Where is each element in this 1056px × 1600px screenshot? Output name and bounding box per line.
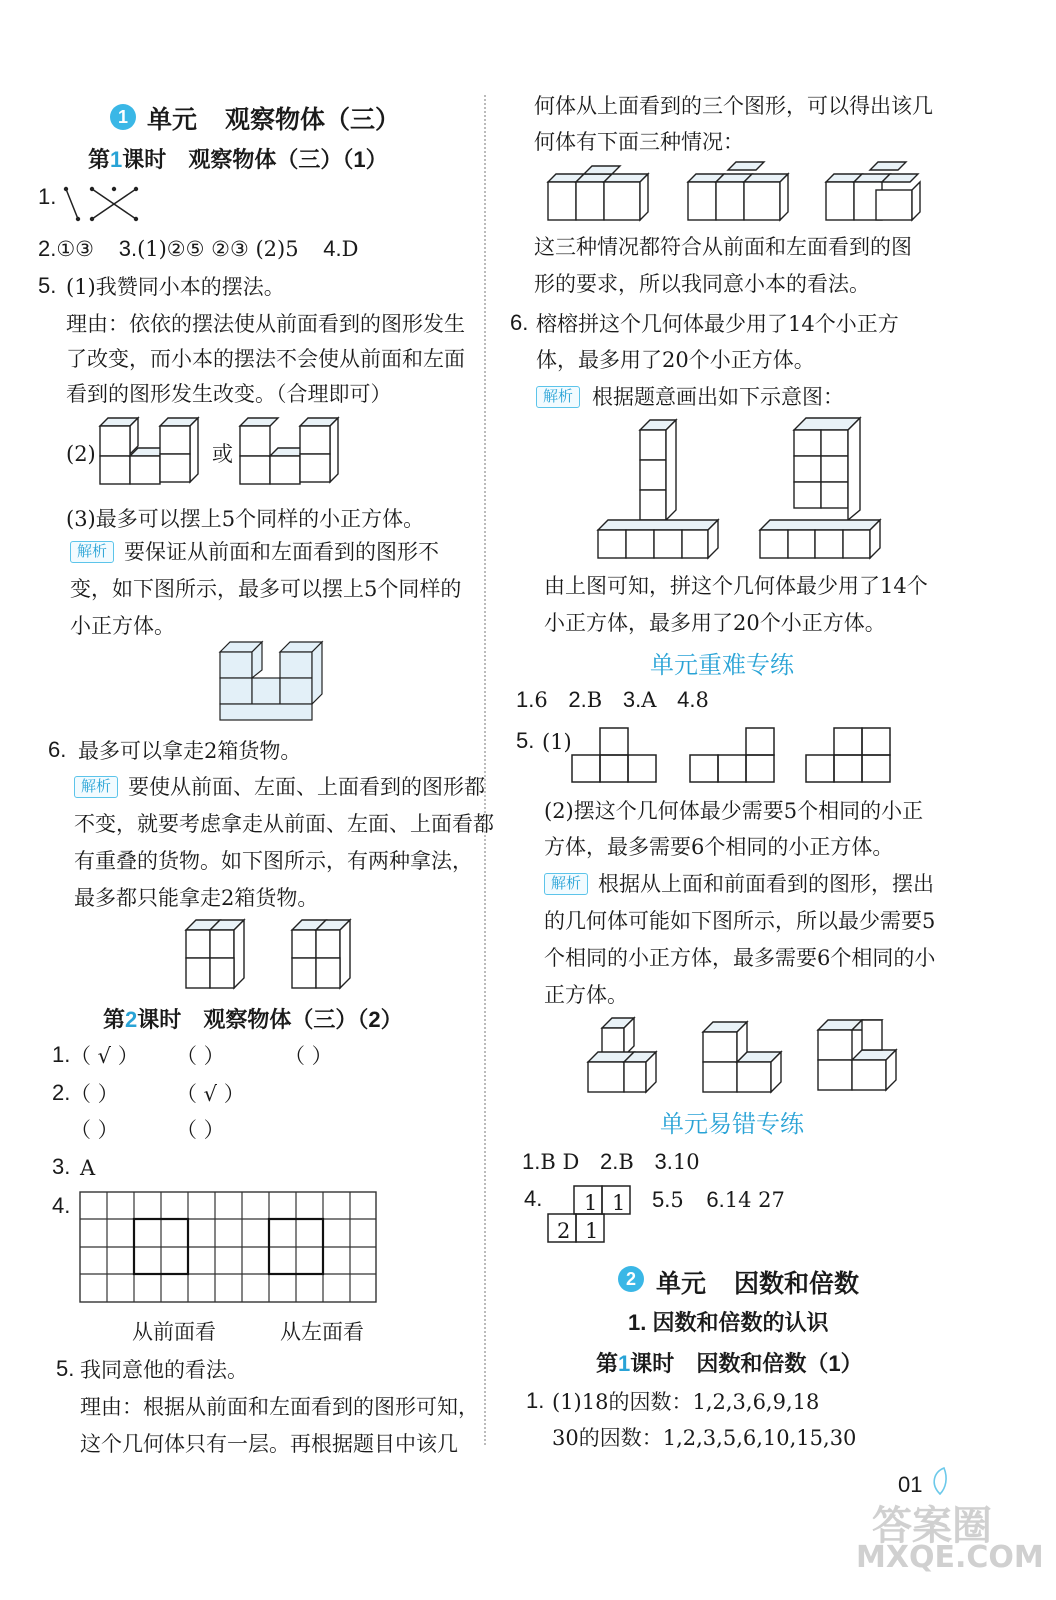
s1-jiexi-figure-3 bbox=[818, 1016, 908, 1094]
q5-jiexi-line: 小正方体。 bbox=[70, 614, 175, 638]
lesson-prefix: 第 bbox=[103, 1007, 126, 1032]
s1-q5-part2-line: 方体，最多需要6个相同的小正方体。 bbox=[544, 835, 894, 859]
s1-answer: 8 bbox=[695, 688, 709, 712]
s2-q5-answer: 5 bbox=[670, 1188, 684, 1212]
lesson-suffix: 课时 bbox=[122, 147, 167, 172]
watermark-logo: 答案圈 bbox=[872, 1503, 992, 1549]
s1-answer: B bbox=[586, 688, 603, 712]
column-divider bbox=[484, 95, 486, 1445]
page-number: 01 bbox=[898, 1472, 923, 1497]
s1-line1 bbox=[516, 686, 709, 714]
matching-lines bbox=[62, 186, 142, 222]
r-q6-jiexi-line: 小正方体，最多用了20个小正方体。 bbox=[544, 611, 886, 635]
unit2-label: 单元 bbox=[656, 1270, 707, 1298]
q6-jiexi-line: 要使从前面、左面、上面看到的图形都 bbox=[128, 775, 485, 799]
jiexi-tag: 解析 bbox=[544, 873, 588, 895]
s2-q4-cell: 1 bbox=[612, 1191, 626, 1215]
unit2-title: 因数和倍数 bbox=[734, 1270, 860, 1298]
q1-number: 1. bbox=[38, 184, 57, 209]
s2-q5-q6-line bbox=[652, 1186, 785, 1214]
q5-figure-b bbox=[240, 416, 350, 486]
l2-q5-number: 5. bbox=[56, 1356, 75, 1381]
s1-answer: A bbox=[641, 688, 657, 712]
q3-answer: (1)②⑤ ②③ (2)5 bbox=[137, 237, 299, 261]
s2-q5-number: 5. bbox=[652, 1187, 671, 1212]
l2-q3-answer: A bbox=[80, 1156, 96, 1180]
s1-jiexi-line: 根据从上面和前面看到的图形，摆出 bbox=[598, 872, 934, 896]
q2-line bbox=[38, 235, 358, 263]
q6-figure-b bbox=[292, 918, 372, 992]
q5-reason-line: 看到的图形发生改变。（合理即可） bbox=[66, 382, 392, 406]
u2-q1-number: 1. bbox=[526, 1388, 545, 1413]
l2-q1-answer: （ ） bbox=[176, 1044, 225, 1068]
lesson-title: 因数和倍数（1） bbox=[696, 1351, 863, 1376]
s2-q4-cell: 1 bbox=[584, 1191, 598, 1215]
unit1-title: 观察物体（三） bbox=[225, 106, 401, 134]
q6-jiexi-line: 不变，就要考虑拿走从前面、左面、上面看都 bbox=[74, 812, 494, 836]
three-cases-figure-2 bbox=[688, 162, 798, 224]
l2-q1-answer: （ √ ） bbox=[70, 1044, 139, 1068]
continued-line: 何体有下面三种情况： bbox=[534, 130, 744, 154]
jiexi-tag: 解析 bbox=[74, 776, 118, 798]
s1-q5-shape-1 bbox=[572, 728, 662, 784]
s1-jiexi-line: 个相同的小正方体，最多需要6个相同的小 bbox=[544, 946, 936, 970]
q5-part2-label: (2) bbox=[66, 442, 96, 466]
s2-q-number: 3. bbox=[654, 1149, 673, 1174]
q5-reason-line: 了改变，而小本的摆法不会使从前面和左面 bbox=[66, 347, 465, 371]
special-practice-heading-1: 单元重难专练 bbox=[650, 652, 794, 679]
unit1-label: 单元 bbox=[147, 106, 198, 134]
q5-reason-line: 理由：依依的摆法使从前面看到的图形发生 bbox=[66, 312, 465, 336]
s1-q-number: 2. bbox=[568, 687, 587, 712]
s1-q5-number: 5. bbox=[516, 728, 535, 753]
jiexi-tag: 解析 bbox=[70, 541, 114, 563]
s1-jiexi-figure-2 bbox=[703, 1022, 793, 1094]
l2-q5-answer: 我同意他的看法。 bbox=[80, 1358, 248, 1382]
s1-q5-part2-line: (2)摆这个几何体最少需要5个相同的小正 bbox=[544, 799, 924, 823]
u2-q1-part-a: (1)18的因数：1,2,3,6,9,18 bbox=[552, 1390, 820, 1414]
r-q6-answer-line: 体，最多用了20个小正方体。 bbox=[536, 348, 815, 372]
three-cases-figure-3 bbox=[826, 162, 936, 224]
s2-q-number: 2. bbox=[600, 1149, 619, 1174]
lesson-title: 观察物体（三）（2） bbox=[203, 1007, 403, 1032]
s1-q5-shape-2 bbox=[690, 728, 780, 784]
q5-or: 或 bbox=[212, 442, 233, 466]
s2-q6-answer: 14 27 bbox=[724, 1188, 785, 1212]
q2-answer: ①③ bbox=[56, 237, 95, 261]
r-q6-number: 6. bbox=[510, 310, 529, 335]
q2-number: 2. bbox=[38, 236, 57, 261]
special-practice-heading-2: 单元易错专练 bbox=[660, 1111, 804, 1138]
r-q6-jiexi: 根据题意画出如下示意图： bbox=[592, 385, 844, 409]
l2-q2-answer: （ ） bbox=[70, 1082, 119, 1106]
l2-q2-answer: （ ） bbox=[176, 1118, 225, 1142]
grid-caption-front: 从前面看 bbox=[132, 1320, 216, 1344]
q4-answer: D bbox=[341, 237, 359, 261]
s1-answer: 6 bbox=[534, 688, 548, 712]
q6-number: 6. bbox=[48, 737, 67, 762]
conclusion-line: 形的要求，所以我同意小本的看法。 bbox=[534, 272, 870, 296]
s2-q4-cell: 2 bbox=[557, 1219, 571, 1243]
s1-q5-part1: (1) bbox=[542, 730, 572, 754]
watermark-url: MXQE.COM bbox=[856, 1540, 1044, 1575]
lesson-title: 观察物体（三）（1） bbox=[188, 147, 388, 172]
s1-jiexi-line: 正方体。 bbox=[544, 983, 628, 1007]
s1-q-number: 4. bbox=[677, 687, 696, 712]
q5-jiexi-figure bbox=[220, 640, 330, 724]
s2-q6-number: 6. bbox=[706, 1187, 725, 1212]
q5-figure-a bbox=[100, 416, 210, 486]
l2-q4-grid bbox=[80, 1192, 380, 1304]
s2-q-number: 1. bbox=[522, 1149, 541, 1174]
l2-q3-number: 3. bbox=[52, 1154, 71, 1179]
lesson2-heading bbox=[103, 1003, 403, 1034]
l2-q5-reason-line: 理由：根据从前面和左面看到的图形可知， bbox=[80, 1395, 479, 1419]
lesson-number: 1 bbox=[110, 147, 123, 172]
r-q6-jiexi-line: 由上图可知，拼这个几何体最少用了14个 bbox=[544, 574, 928, 598]
q6-jiexi-line: 有重叠的货物。如下图所示，有两种拿法， bbox=[74, 849, 473, 873]
s1-jiexi-figure-1 bbox=[588, 1016, 668, 1094]
l2-q4-number: 4. bbox=[52, 1193, 71, 1218]
lesson-number: 2 bbox=[125, 1007, 138, 1032]
l2-q1-number: 1. bbox=[52, 1042, 71, 1067]
q5-jiexi-line: 变，如下图所示，最多可以摆上5个同样的 bbox=[70, 577, 462, 601]
s1-q-number: 1. bbox=[516, 687, 535, 712]
s2-q4-cell: 1 bbox=[585, 1219, 599, 1243]
q5-jiexi-line: 要保证从前面和左面看到的图形不 bbox=[124, 540, 439, 564]
s1-jiexi-line: 的几何体可能如下图所示，所以最少需要5 bbox=[544, 909, 936, 933]
q5-part1: (1)我赞同小本的摆法。 bbox=[66, 275, 285, 299]
q4-number: 4. bbox=[323, 236, 342, 261]
unit2-badge: 2 bbox=[618, 1266, 644, 1292]
s2-answer: 10 bbox=[672, 1150, 700, 1174]
l2-q5-reason-line: 这个几何体只有一层。再根据题目中该几 bbox=[80, 1432, 458, 1456]
q3-number: 3. bbox=[118, 236, 138, 261]
r-q6-answer-line: 榕榕拼这个几何体最少用了14个小正方 bbox=[536, 312, 899, 336]
lesson-suffix: 课时 bbox=[630, 1351, 675, 1376]
s2-line1 bbox=[522, 1148, 700, 1176]
q6-answer: 最多可以拿走2箱货物。 bbox=[78, 739, 302, 763]
tower-figure-max bbox=[760, 418, 884, 560]
lesson-prefix: 第 bbox=[596, 1351, 619, 1376]
l2-q1-answer: （ ） bbox=[284, 1044, 333, 1068]
jiexi-tag: 解析 bbox=[536, 386, 580, 408]
unit2-lesson-heading bbox=[596, 1347, 863, 1378]
s1-q5-shape-3 bbox=[806, 728, 896, 784]
l2-q2-number: 2. bbox=[52, 1080, 71, 1105]
lesson1-heading bbox=[88, 143, 388, 174]
s2-answer: B D bbox=[540, 1150, 580, 1174]
s2-answer: B bbox=[618, 1150, 634, 1174]
s2-q4-number: 4. bbox=[524, 1186, 543, 1211]
q6-figure-a bbox=[186, 918, 266, 992]
unit2-section-title: 1. 因数和倍数的认识 bbox=[628, 1310, 829, 1335]
q6-jiexi-line: 最多都只能拿走2箱货物。 bbox=[74, 886, 319, 910]
lesson-number: 1 bbox=[618, 1351, 631, 1376]
u2-q1-part-b: 30的因数：1,2,3,5,6,10,15,30 bbox=[552, 1426, 857, 1450]
three-cases-figure-1 bbox=[548, 162, 658, 224]
l2-q2-answer: （ ） bbox=[70, 1118, 119, 1142]
lesson-prefix: 第 bbox=[88, 147, 111, 172]
l2-q2-answer: （ √ ） bbox=[176, 1082, 245, 1106]
q5-number: 5. bbox=[38, 273, 57, 298]
grid-caption-left: 从左面看 bbox=[280, 1320, 364, 1344]
tower-figure-min bbox=[598, 420, 722, 562]
q5-part3: (3)最多可以摆上5个同样的小正方体。 bbox=[66, 507, 425, 531]
continued-line: 何体从上面看到的三个图形，可以得出该几 bbox=[534, 94, 933, 118]
lesson-suffix: 课时 bbox=[137, 1007, 182, 1032]
s1-q-number: 3. bbox=[622, 687, 642, 712]
unit1-badge: 1 bbox=[110, 104, 136, 130]
conclusion-line: 这三种情况都符合从前面和左面看到的图 bbox=[534, 235, 912, 259]
leaf-icon bbox=[930, 1466, 950, 1496]
